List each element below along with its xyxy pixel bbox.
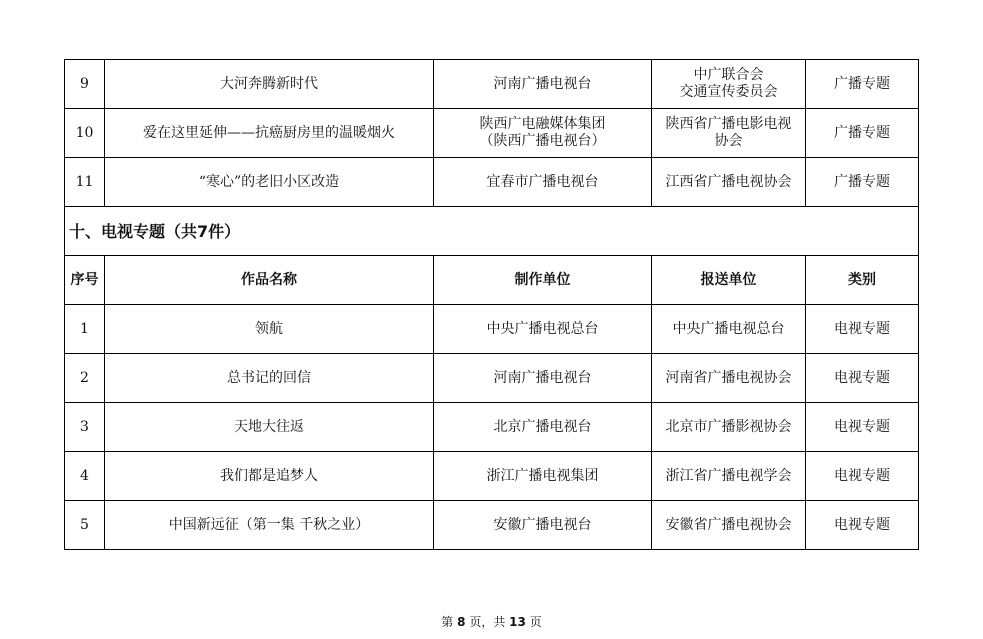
producer-cell: 中央广播电视总台 (434, 305, 652, 354)
producer-cell: 浙江广播电视集团 (434, 452, 652, 501)
row-number: 10 (65, 109, 105, 158)
submitter-cell (652, 109, 806, 158)
category-cell: 电视专题 (806, 501, 919, 550)
producer-cell (434, 158, 652, 207)
producer-cell (434, 60, 652, 109)
category-cell: 电视专题 (806, 452, 919, 501)
page-number: 8 (457, 615, 466, 629)
submitter-cell: 北京市广播影视协会 (652, 403, 806, 452)
work-title: 天地大往返 (105, 403, 434, 452)
footer-suffix: 页 (529, 615, 542, 629)
table-row (65, 354, 919, 403)
table-row (65, 60, 919, 109)
header-submitter: 报送单位 (652, 256, 806, 305)
footer-middle: 页，共 (469, 615, 506, 629)
producer-line: 宜春市广播电视台 (486, 173, 599, 190)
category-cell: 广播专题 (806, 60, 919, 109)
header-row (65, 256, 919, 305)
header-category: 类别 (806, 256, 919, 305)
category-cell: 电视专题 (806, 403, 919, 452)
table-row (65, 403, 919, 452)
producer-cell (434, 109, 652, 158)
work-title: 我们都是追梦人 (105, 452, 434, 501)
category-cell: 电视专题 (806, 305, 919, 354)
row-number: 3 (65, 403, 105, 452)
producer-line: 河南广播电视台 (493, 75, 592, 92)
table-row (65, 109, 919, 158)
header-title: 作品名称 (105, 256, 434, 305)
row-number: 9 (65, 60, 105, 109)
producer-cell: 安徽广播电视台 (434, 501, 652, 550)
row-number: 11 (65, 158, 105, 207)
submitter-cell (652, 60, 806, 109)
work-title: 总书记的回信 (105, 354, 434, 403)
header-number: 序号 (65, 256, 105, 305)
work-title: 大河奔腾新时代 (105, 60, 434, 109)
row-number: 1 (65, 305, 105, 354)
total-pages: 13 (509, 615, 526, 629)
submitter-line: 陕西省广播电影电视 (665, 116, 792, 132)
work-title: “寒心”的老旧小区改造 (105, 158, 434, 207)
work-title: 中国新远征（第一集 千秋之业） (105, 501, 434, 550)
submitter-cell: 浙江省广播电视学会 (652, 452, 806, 501)
footer-prefix: 第 (441, 615, 454, 629)
submitter-cell: 中央广播电视总台 (652, 305, 806, 354)
submitter-cell: 河南省广播电视协会 (652, 354, 806, 403)
work-title: 爱在这里延伸——抗癌厨房里的温暖烟火 (105, 109, 434, 158)
category-cell: 电视专题 (806, 354, 919, 403)
section-row (65, 207, 919, 256)
producer-line: 陕西广电融媒体集团 (479, 116, 606, 132)
table-row (65, 452, 919, 501)
category-cell: 广播专题 (806, 109, 919, 158)
category-cell: 广播专题 (806, 158, 919, 207)
submitter-line: 中广联合会 (693, 67, 764, 83)
submitter-line: 交通宣传委员会 (679, 84, 778, 100)
header-producer: 制作单位 (434, 256, 652, 305)
table-row (65, 158, 919, 207)
awards-table (64, 59, 919, 550)
row-number: 5 (65, 501, 105, 550)
table-row (65, 305, 919, 354)
section-title: 十、电视专题（共7件） (65, 207, 919, 256)
page-footer (0, 613, 983, 630)
producer-line: （陕西广播电视台） (479, 133, 606, 149)
row-number: 2 (65, 354, 105, 403)
submitter-cell (652, 158, 806, 207)
work-title: 领航 (105, 305, 434, 354)
producer-cell: 北京广播电视台 (434, 403, 652, 452)
table-row (65, 501, 919, 550)
producer-cell: 河南广播电视台 (434, 354, 652, 403)
submitter-line: 协会 (714, 133, 743, 149)
row-number: 4 (65, 452, 105, 501)
submitter-cell: 安徽省广播电视协会 (652, 501, 806, 550)
submitter-line: 江西省广播电视协会 (665, 173, 792, 190)
